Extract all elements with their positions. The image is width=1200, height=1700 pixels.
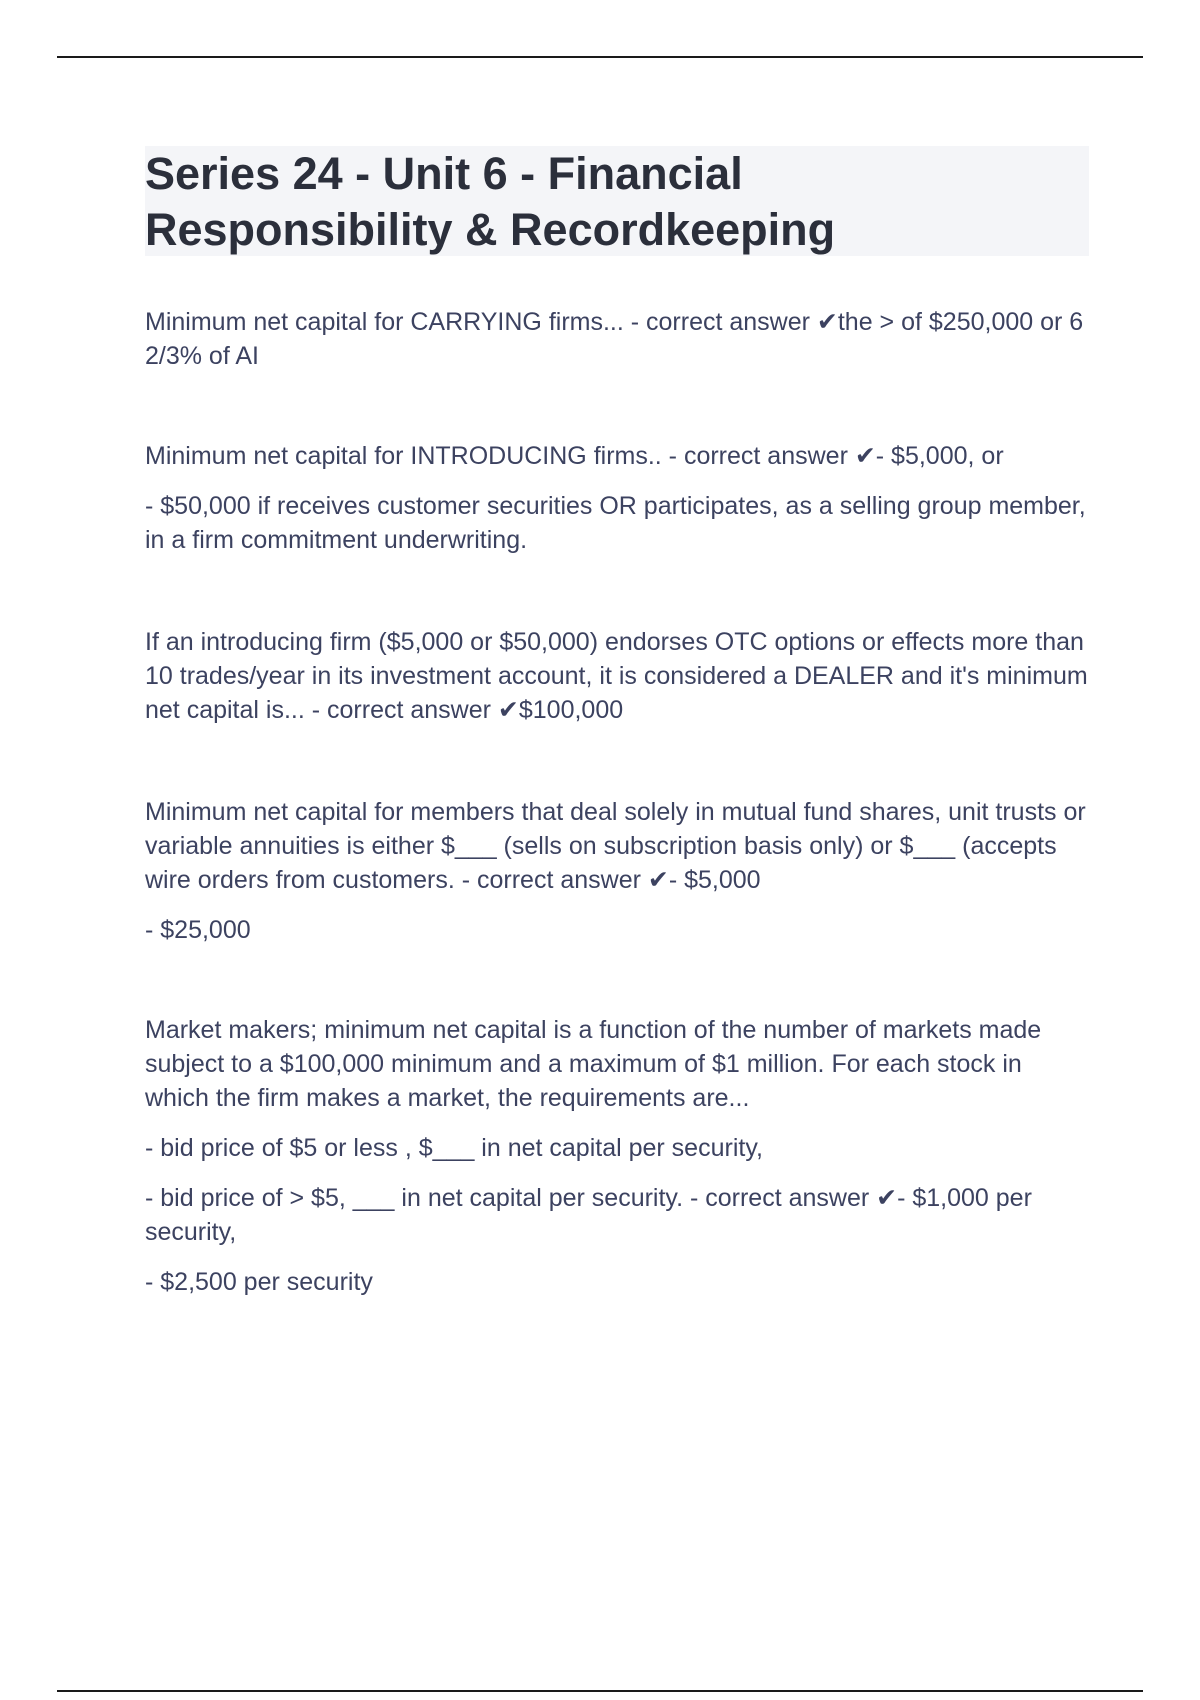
qa-line: - $2,500 per security (145, 1268, 373, 1296)
qa-line: Minimum net capital for INTRODUCING firms.. - correct answer ✔- $5,000, or (145, 442, 1004, 470)
qa-line: Minimum net capital for members that deal solely in mutual fund shares, unit trusts or variable annuities is either $___ (sells on subscription basis only) or $___ (accepts wire orders from customers. - correct answer ✔- $5,000 (145, 798, 1086, 894)
qa-item (145, 1013, 1089, 1299)
qa-line: Market makers; minimum net capital is a function of the number of markets made subject to a $100,000 minimum and a maximum of $1 million. For each stock in which the firm makes a market, the requirements are... (145, 1016, 1042, 1112)
qa-line: Minimum net capital for CARRYING firms... - correct answer ✔the > of $250,000 or 6 2/3% of AI (145, 308, 1084, 370)
bottom-rule (57, 1690, 1143, 1692)
qa-item (145, 625, 1089, 727)
qa-item (145, 795, 1089, 947)
qa-line: - $50,000 if receives customer securities OR participates, as a selling group member, in a firm commitment underwriting. (145, 492, 1086, 554)
qa-line: - bid price of $5 or less , $___ in net capital per security, (145, 1134, 763, 1162)
top-rule (57, 56, 1143, 58)
page-title: Series 24 - Unit 6 - Financial Responsibility & Recordkeeping (145, 148, 836, 255)
title-block (145, 146, 1089, 256)
qa-list (145, 305, 1089, 1299)
qa-line: - $25,000 (145, 916, 251, 944)
qa-item (145, 439, 1089, 557)
qa-line: If an introducing firm ($5,000 or $50,000) endorses OTC options or effects more than 10 trades/year in its investment account, it is considered a DEALER and it's minimum net capital is... - correct answer ✔$100,000 (145, 628, 1088, 724)
qa-line: - bid price of > $5, ___ in net capital per security. - correct answer ✔- $1,000 per security, (145, 1184, 1032, 1246)
qa-item (145, 305, 1089, 373)
